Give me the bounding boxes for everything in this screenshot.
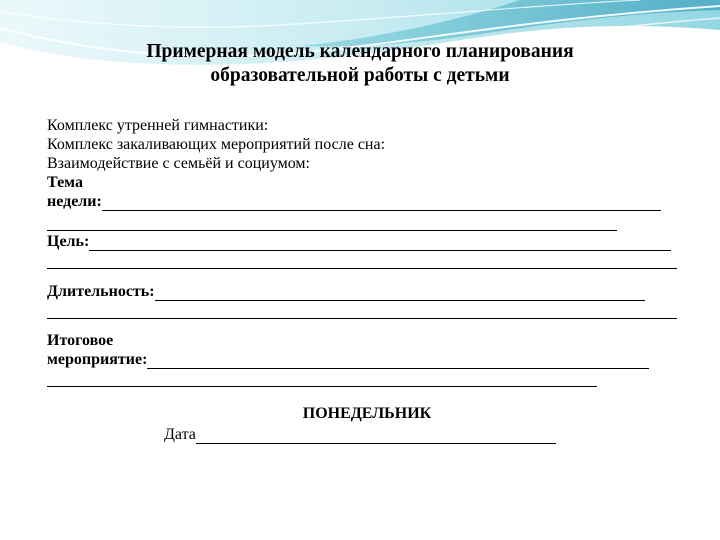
title-line-1: Примерная модель календарного планирования xyxy=(146,41,574,62)
page-title xyxy=(0,40,720,88)
morning-gym-label: Комплекс утренней гимнастики: xyxy=(47,117,269,134)
date-field[interactable] xyxy=(164,426,556,444)
theme-fill-line xyxy=(102,196,661,211)
title-line-2: образовательной работы с детьми xyxy=(210,65,510,86)
goal-continuation-line[interactable] xyxy=(47,268,677,269)
theme-label-line1: Тема xyxy=(47,174,83,191)
goal-fill-line xyxy=(89,236,671,251)
theme-label-line2: недели: xyxy=(47,193,102,210)
duration-fill-line xyxy=(155,286,645,301)
duration-label: Длительность: xyxy=(47,283,155,300)
hardening-label: Комплекс закаливающих мероприятий после сна: xyxy=(47,136,386,153)
goal-field[interactable] xyxy=(47,233,671,251)
weekday-heading: ПОНЕДЕЛЬНИК xyxy=(302,405,432,422)
final-event-label-line2: мероприятие: xyxy=(47,351,148,368)
final-event-fill-line xyxy=(147,354,649,369)
duration-field[interactable] xyxy=(47,283,645,301)
theme-field[interactable] xyxy=(47,193,661,211)
theme-continuation-line[interactable] xyxy=(47,230,617,231)
family-interaction-label: Взаимодействие с семьёй и социумом: xyxy=(47,155,310,172)
date-label: Дата xyxy=(164,426,196,443)
final-event-field[interactable] xyxy=(47,351,649,369)
goal-label: Цель: xyxy=(47,233,90,250)
final-event-continuation-line[interactable] xyxy=(47,386,597,387)
duration-continuation-line[interactable] xyxy=(47,318,677,319)
date-fill-line xyxy=(196,429,556,444)
final-event-label-line1: Итоговое xyxy=(47,332,114,349)
